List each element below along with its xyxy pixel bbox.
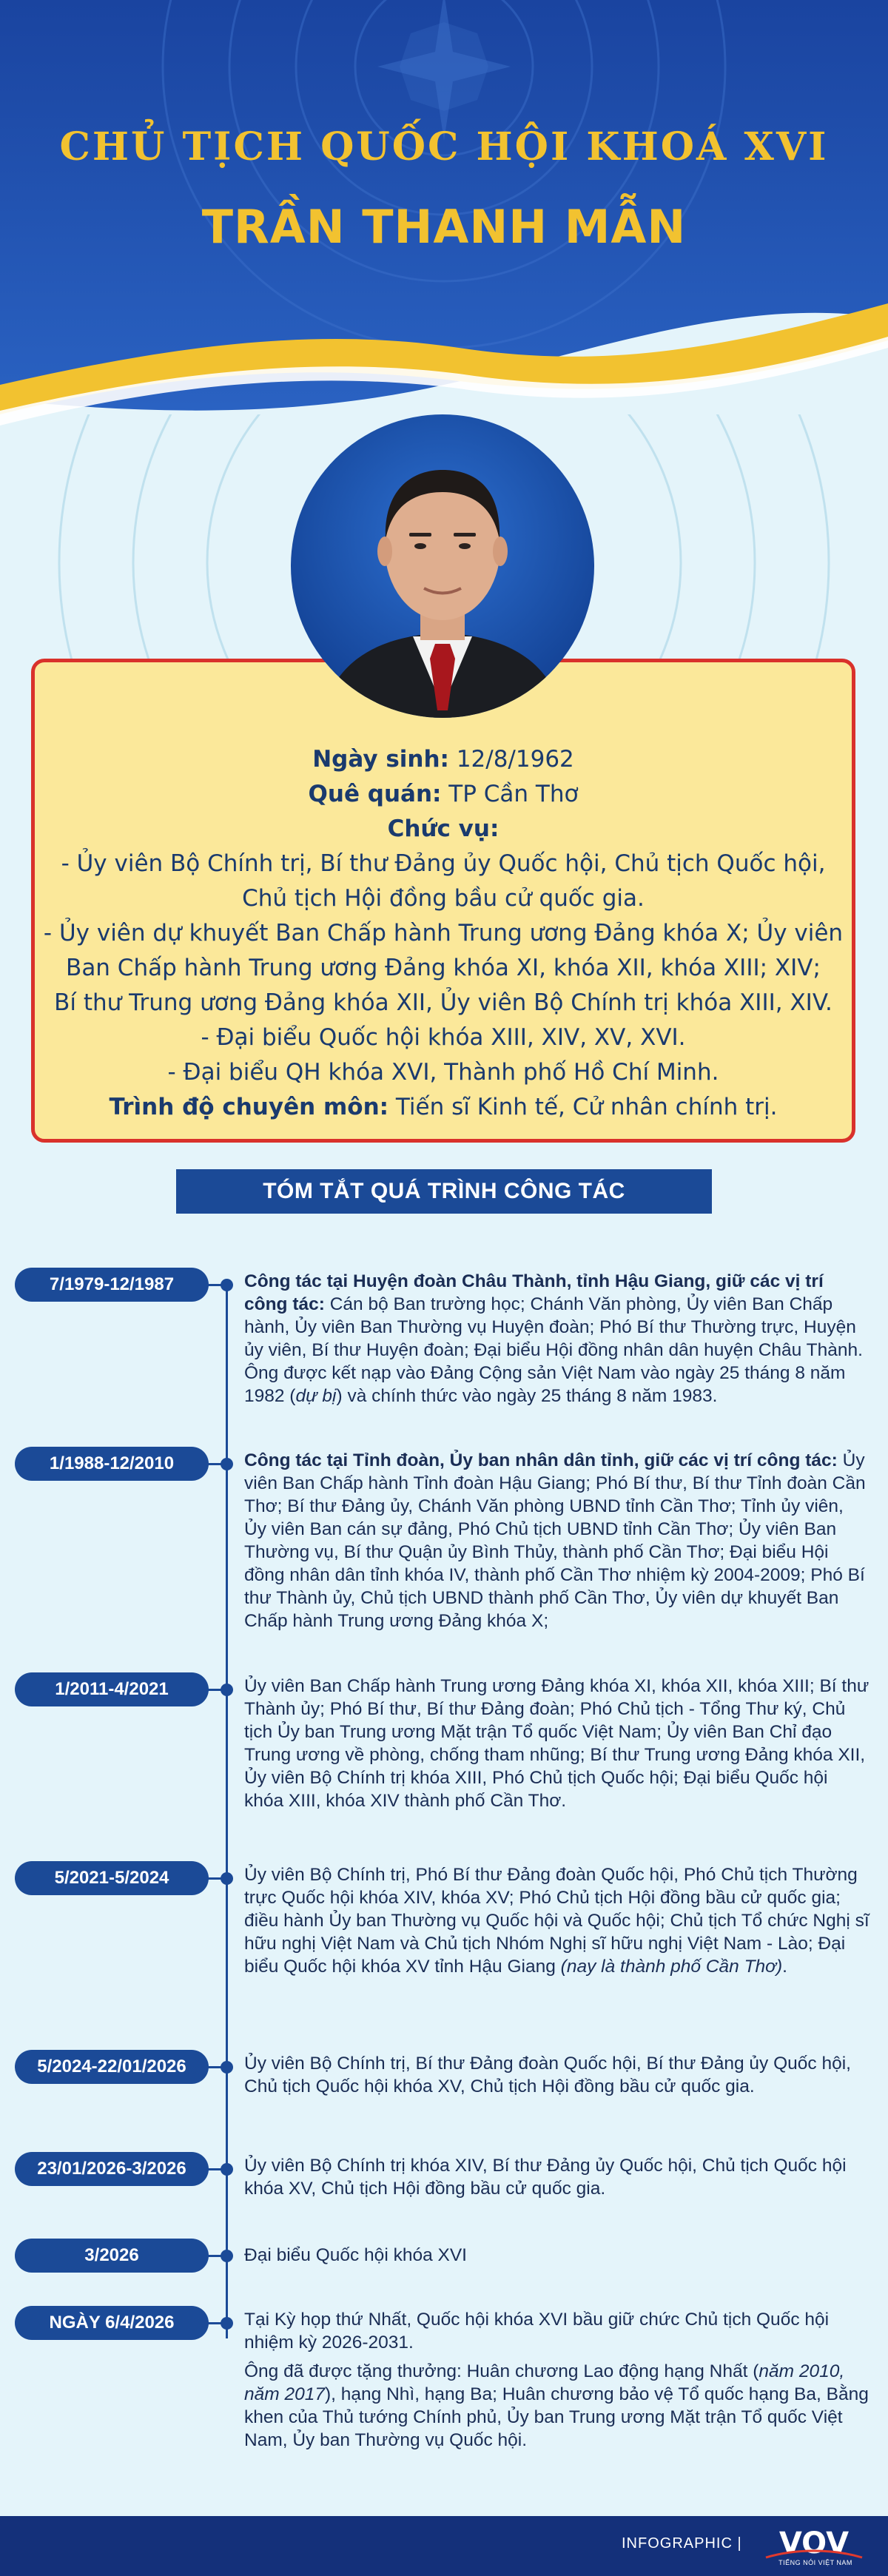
- timeline-body-text: .: [782, 1957, 787, 1977]
- position-line: - Ủy viên dự khuyết Ban Chấp hành Trung ương Đảng khóa X; Ủy viên: [43, 920, 844, 946]
- timeline-text: [244, 2308, 870, 2452]
- timeline-text: Ủy viên Bộ Chính trị, Bí thư Đảng đoàn Quốc hội, Bí thư Đảng ủy Quốc hội, Chủ tịch Quốc hội khóa XV, Chủ tịch Hội đồng bầu cử quốc gia.: [244, 2054, 851, 2096]
- profile-info-text: [35, 742, 852, 1125]
- timeline-period: 23/01/2026-3/2026: [15, 2152, 209, 2186]
- timeline-text: [244, 1449, 870, 1632]
- hometown-label: Quê quán:: [308, 781, 442, 807]
- birth-row: [35, 742, 852, 777]
- timeline-dot: [221, 2250, 233, 2262]
- hometown-value: TP Cần Thơ: [448, 781, 579, 807]
- portrait-photo: [291, 414, 594, 718]
- timeline-period: 5/2024-22/01/2026: [15, 2050, 209, 2084]
- logo-subtext: TIẾNG NÓI VIỆT NAM: [778, 2559, 852, 2566]
- footer-bar: [0, 2516, 888, 2576]
- birth-value: 12/8/1962: [456, 746, 574, 773]
- timeline-dot: [221, 2317, 233, 2330]
- timeline-dot: [221, 2061, 233, 2074]
- position-line: Bí thư Trung ương Đảng khóa XII, Ủy viên Bộ Chính trị khóa XIII, XIV.: [54, 989, 832, 1016]
- timeline-dot: [221, 1279, 233, 1291]
- timeline-dot: [221, 1458, 233, 1470]
- timeline-text: [244, 1863, 870, 1978]
- timeline-dot: [221, 2163, 233, 2176]
- awards-body-text: Ông đã được tặng thưởng: Huân chương Lao động hạng Nhất (: [244, 2361, 759, 2381]
- timeline-body-text: ) và chính thức vào ngày 25 tháng 8 năm 1983.: [336, 1386, 718, 1406]
- timeline-bold-text: Công tác tại Tỉnh đoàn, Ủy ban nhân dân tỉnh, giữ các vị trí công tác:: [244, 1450, 838, 1470]
- title-line-2: TRẦN THANH MẪN: [201, 200, 687, 254]
- timeline-period: 7/1979-12/1987: [15, 1268, 209, 1302]
- footer-label: INFOGRAPHIC |: [622, 2535, 742, 2552]
- education-value: Tiến sĩ Kinh tế, Cử nhân chính trị.: [395, 1094, 778, 1120]
- timeline-period: 1/1988-12/2010: [15, 1447, 209, 1481]
- timeline-body-text: Cán bộ Ban trường học; Chánh Văn phòng, Ủy viên Ban Chấp hành, Ủy viên Ban Thường vụ Huyện đoàn; Phó Bí thư Thường trực, Huyện ủy viên, Bí thư Huyện đoàn; Đại biểu Hội đồng nhân dân huyện Châu Thành. Ông được kết nạp vào Đảng Cộng sản Việt Nam vào ngày 25 tháng 8 năm 1982 (: [244, 1294, 863, 1406]
- education-row: [35, 1090, 852, 1125]
- awards-italic-text: năm 2010, năm 2017: [244, 2361, 845, 2404]
- timeline-bold-text: Công tác tại Huyện đoàn Châu Thành, tỉnh Hậu Giang, giữ các vị trí công tác:: [244, 1271, 824, 1314]
- timeline-line: [226, 1288, 228, 2338]
- timeline-text: Đại biểu Quốc hội khóa XVI: [244, 2245, 467, 2265]
- timeline-body-text: Ủy viên Ban Chấp hành Tỉnh đoàn Hậu Giang; Phó Bí thư, Bí thư Tỉnh đoàn Cần Thơ; Bí thư Đảng ủy, Chánh Văn phòng UBND tỉnh Cần Thơ; Tỉnh ủy viên, Ủy viên Ban cán sự đảng, Phó Chủ tịch UBND tỉnh Cần Thơ; Ủy viên Ban Thường vụ, Bí thư Quận ủy Bình Thủy, thành phố Cần Thơ; Đại biểu Hội đồng nhân dân tỉnh khóa IV, thành phố Cần Thơ nhiệm kỳ 2004-2009; Phó Bí thư Thành ủy, Chủ tịch UBND thành phố Cần Thơ, Ủy viên dự khuyết Ban Chấp hành Trung ương Đảng khóa X;: [244, 1450, 866, 1631]
- position-label: Chức vụ:: [387, 815, 500, 842]
- timeline-dot: [221, 1684, 233, 1696]
- timeline-period: 3/2026: [15, 2239, 209, 2273]
- section-title-bar: [176, 1169, 712, 1214]
- education-label: Trình độ chuyên môn:: [109, 1094, 389, 1120]
- timeline-body-text: Ủy viên Bộ Chính trị, Phó Bí thư Đảng đoàn Quốc hội, Phó Chủ tịch Thường trực Quốc hội khóa XIV, khóa XV; Phó Chủ tịch Hội đồng bầu cử quốc gia; điều hành Ủy ban Thường vụ Quốc hội và Quốc hội; Chủ tịch Tổ chức Nghị sĩ hữu nghị Việt Nam và Chủ tịch Nhóm Nghị sĩ hữu nghị Việt Nam - Lào; Đại biểu Quốc hội khóa XV tỉnh Hậu Giang: [244, 1865, 870, 1977]
- position-line: Ban Chấp hành Trung ương Đảng khóa XI, khóa XII, khóa XIII; XIV;: [66, 955, 821, 981]
- position-line: - Ủy viên Bộ Chính trị, Bí thư Đảng ủy Quốc hội, Chủ tịch Quốc hội,: [61, 850, 826, 877]
- title-line-1: CHỦ TỊCH QUỐC HỘI KHOÁ XVI: [59, 124, 829, 169]
- timeline-period: 5/2021-5/2024: [15, 1861, 209, 1895]
- timeline-text: Ủy viên Bộ Chính trị khóa XIV, Bí thư Đảng ủy Quốc hội, Chủ tịch Quốc hội khóa XV, Chủ tịch Hội đồng bầu cử quốc gia.: [244, 2156, 847, 2199]
- timeline-period: 1/2011-4/2021: [15, 1672, 209, 1706]
- timeline-period: NGÀY 6/4/2026: [15, 2306, 209, 2340]
- birth-label: Ngày sinh:: [312, 746, 449, 773]
- position-line: Chủ tịch Hội đồng bầu cử quốc gia.: [242, 885, 645, 912]
- profile-info-box: [31, 659, 855, 1143]
- timeline-dot: [221, 1872, 233, 1885]
- timeline-text: Ủy viên Ban Chấp hành Trung ương Đảng khóa XI, khóa XII, khóa XIII; Bí thư Thành ủy; Phó Bí thư, Bí thư Đảng đoàn; Phó Chủ tịch - Tổng Thư ký, Chủ tịch Ủy ban Trung ương Mặt trận Tổ quốc Việt Nam; Ủy viên Ban Chỉ đạo Trung ương về phòng, chống tham nhũng; Bí thư Trung ương Đảng khóa XII, Ủy viên Bộ Chính trị khóa XIII, Phó Chủ tịch Quốc hội; Đại biểu Quốc hội khóa XIII, khóa XIV thành phố Cần Thơ.: [244, 1676, 870, 1811]
- timeline-text: [244, 1270, 870, 1408]
- section-title: TÓM TẮT QUÁ TRÌNH CÔNG TÁC: [263, 1179, 625, 1203]
- awards-body-text: ), hạng Nhì, hạng Ba; Huân chương bảo vệ Tổ quốc hạng Ba, Bằng khen của Thủ tướng Chính phủ, Ủy ban Trung ương Mặt trận Tổ quốc Việt Nam, Ủy ban Thường vụ Quốc hội.: [244, 2384, 869, 2450]
- position-line: - Đại biểu Quốc hội khóa XIII, XIV, XV, XVI.: [201, 1024, 686, 1051]
- timeline-italic-text: dự bị: [295, 1386, 337, 1406]
- hometown-row: [35, 777, 852, 812]
- header-banner: [0, 0, 888, 444]
- timeline-body-text: Tại Kỳ họp thứ Nhất, Quốc hội khóa XVI bầu giữ chức Chủ tịch Quốc hội nhiệm kỳ 2026-2031.: [244, 2310, 830, 2353]
- awards-text: [244, 2360, 870, 2452]
- svg-text:VOV: VOV: [778, 2526, 850, 2560]
- position-line: - Đại biểu QH khóa XVI, Thành phố Hồ Chí Minh.: [167, 1059, 719, 1086]
- timeline-italic-text: (nay là thành phố Cần Thơ): [560, 1957, 783, 1977]
